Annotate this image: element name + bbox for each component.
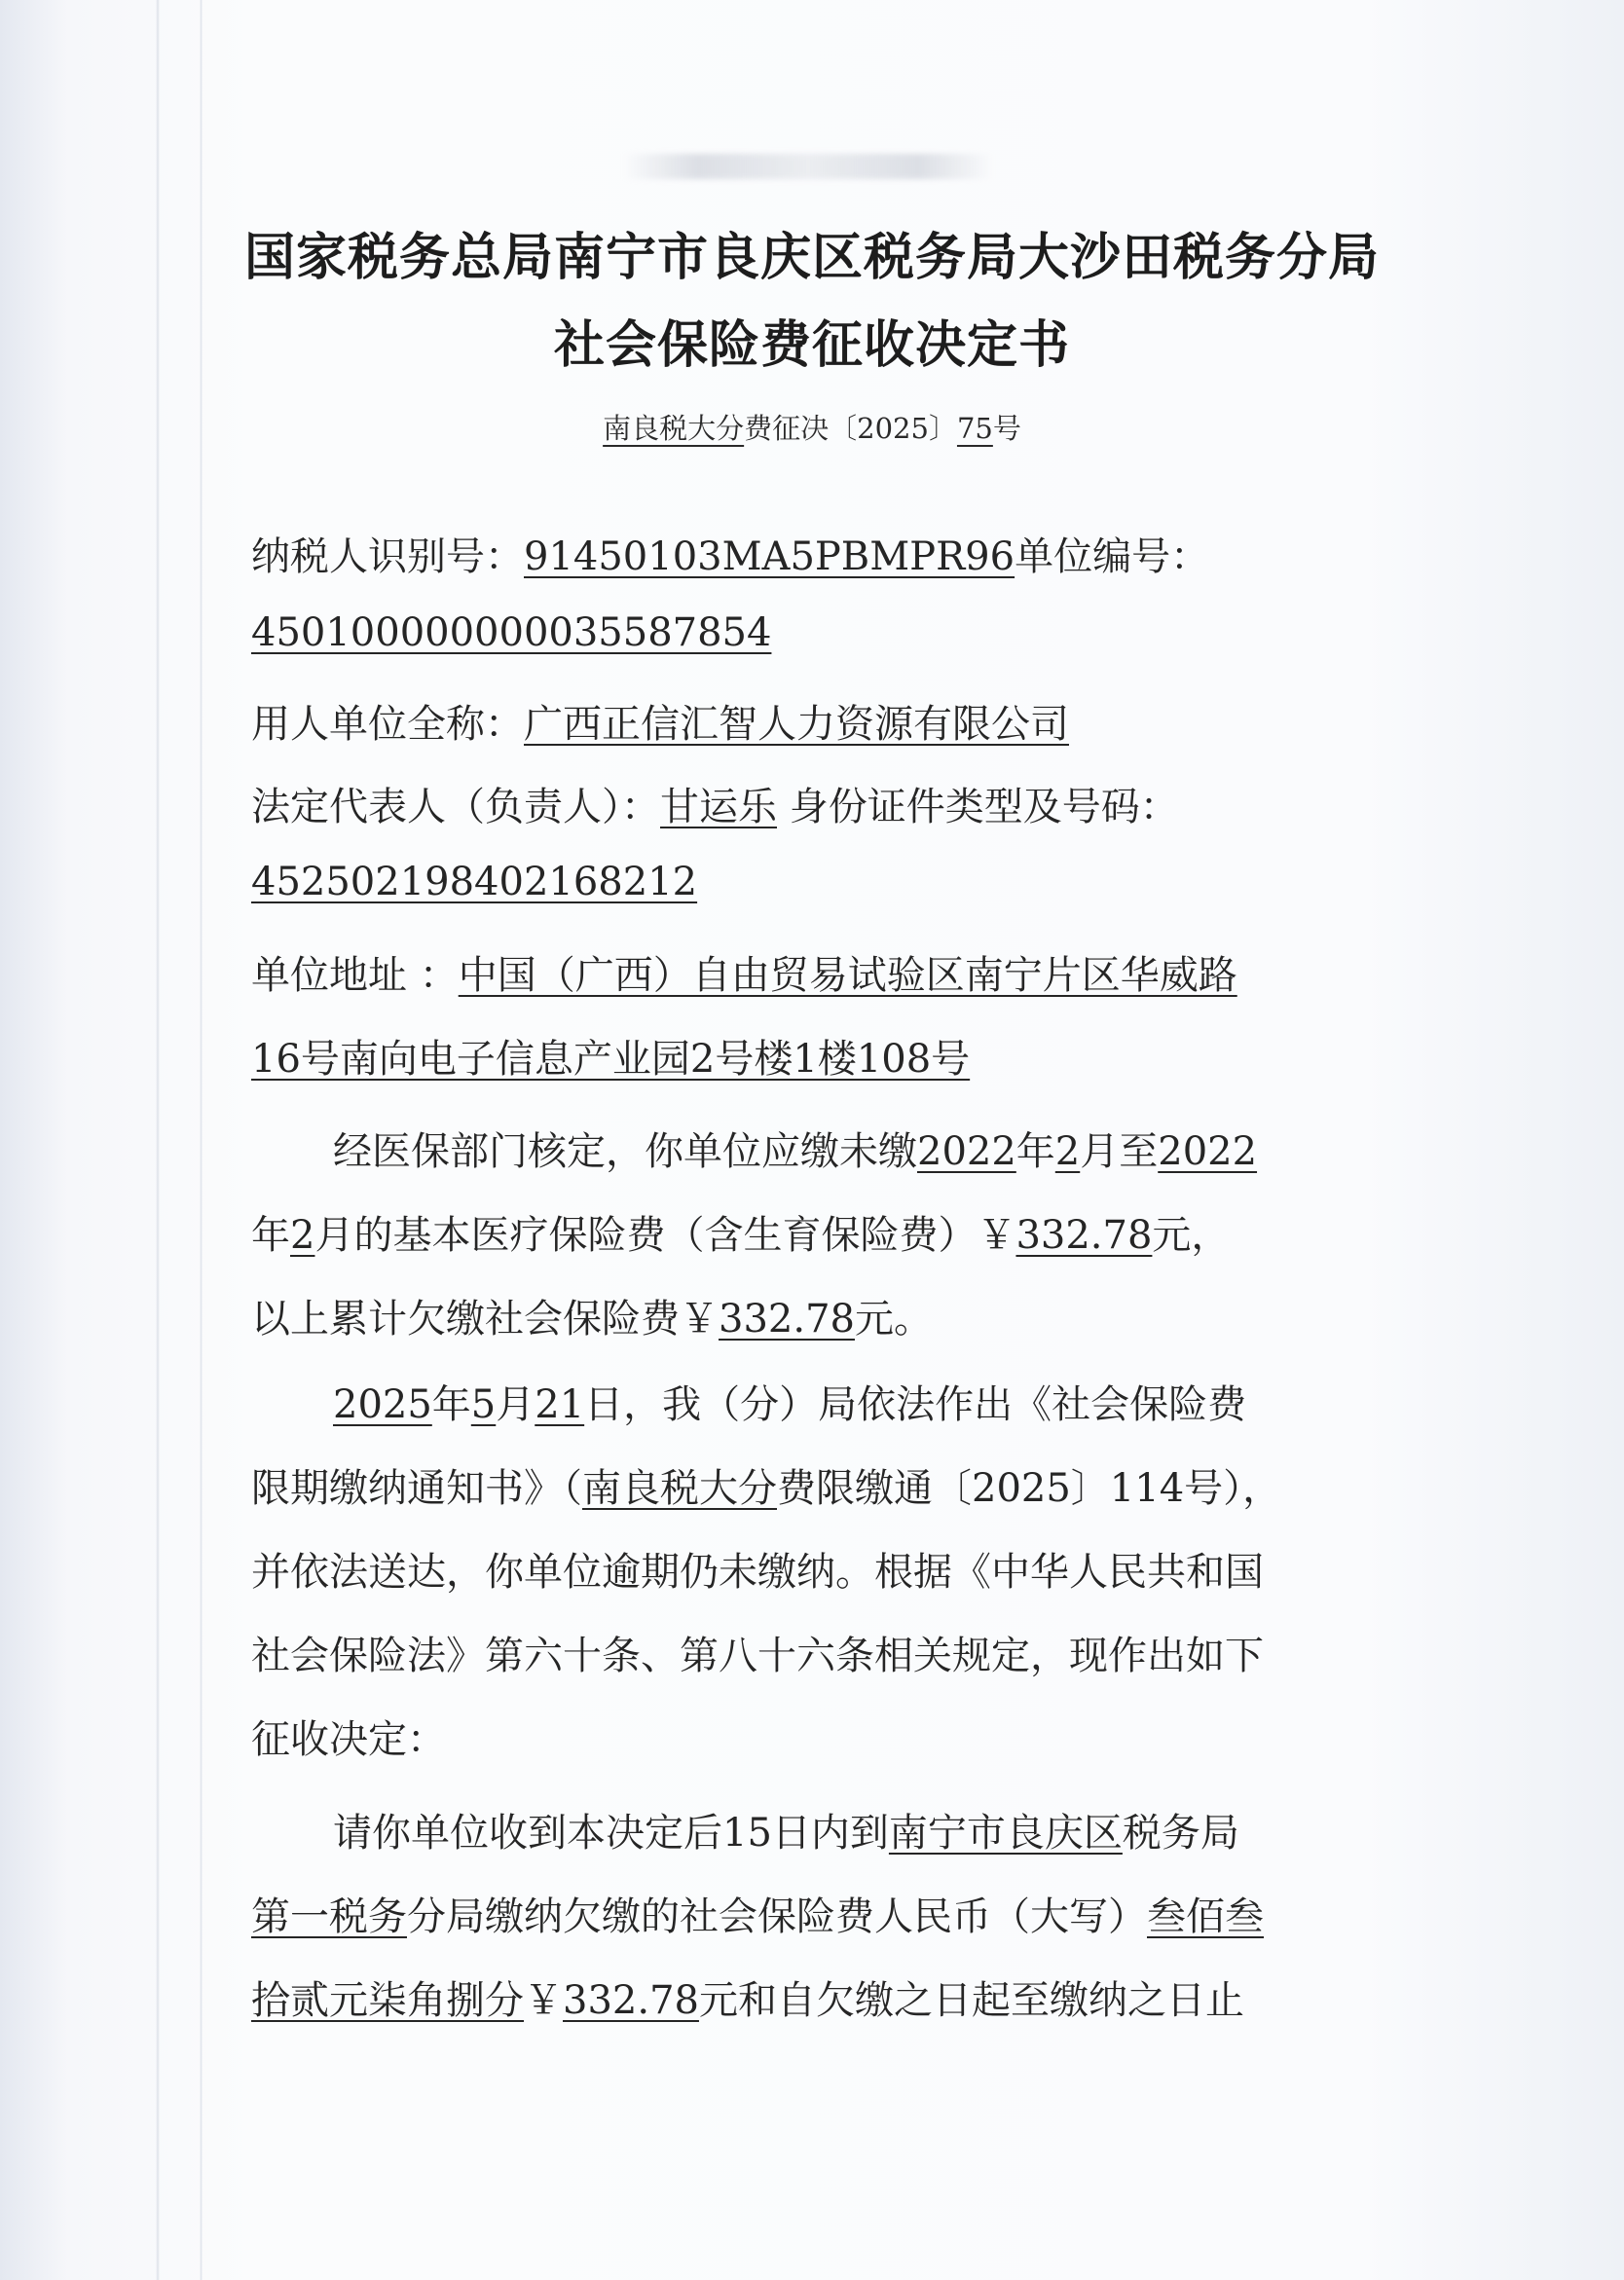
address-value-part1: 中国（广西）自由贸易试验区南宁片区华威路 [458,953,1237,998]
document-number [0,407,1624,447]
para1-text: 月的基本医疗保险费（含生育保险费）￥ [314,1213,1016,1258]
para2-text: 日，我（分）局依法作出《社会保险费 [584,1382,1247,1427]
para1-line2 [251,1204,1230,1260]
para2-line5 [251,1709,446,1764]
employer-name-label: 用人单位全称： [251,702,524,747]
para1-year1: 2022 [917,1129,1016,1174]
taxpayer-id-value: 91450103MA5PBMPR96 [524,534,1015,579]
para2-text: 社会保险法》第六十条、第八十六条相关规定，现作出如下 [251,1634,1264,1678]
para2-line3 [251,1541,1264,1597]
para3-text: 元和自欠缴之日起至缴纳之日止 [698,1978,1244,2023]
para3-bureau2: 第一税务 [251,1894,407,1939]
para1-text: 以上累计欠缴社会保险费￥ [251,1297,719,1342]
para1-text: 年 [1015,1129,1055,1174]
scan-smudge [623,154,993,179]
id-number-value: 452502198402168212 [251,860,698,904]
para3-amount-words-2: 拾贰元柒角捌分 [251,1978,524,2023]
para1-month1: 2 [1054,1129,1081,1174]
para3-bureau1: 南宁市良庆区 [888,1811,1123,1856]
para1-text: 年 [251,1213,290,1258]
para1-month2: 2 [290,1213,315,1258]
para1-text: 经医保部门核定，你单位应缴未缴 [333,1129,917,1174]
id-number-line [251,860,697,904]
para1-text: 元。 [854,1297,933,1342]
address-line1 [251,944,1237,1000]
address-label: 单位地址 ： [251,953,459,998]
para2-text: 并依法送达，你单位逾期仍未缴纳。根据《中华人民共和国 [251,1550,1264,1595]
para2-line2 [251,1457,1281,1513]
para2-line4 [251,1625,1264,1680]
document-title-line2: 社会保险费征收决定书 [553,316,1070,375]
doc-number-suffix: 号 [992,412,1021,445]
legal-rep-label: 法定代表人（负责人）： [251,785,660,829]
doc-number-mid: 费征决〔2025〕 [744,412,957,445]
para2-line1 [333,1374,1246,1429]
employer-name-line [251,693,1069,749]
para3-amount-words-1: 叁佰叁 [1147,1894,1264,1939]
para3-line1 [333,1802,1239,1857]
address-line2 [251,1028,970,1084]
address-value-part2: 16号南向电子信息产业园2号楼1楼108号 [251,1037,971,1082]
taxpayer-id-line [251,526,1209,581]
para2-text: 费限缴通〔2025〕114号）， [777,1466,1282,1511]
unit-code-value: 450100000000035587854 [251,610,772,655]
para2-text: 年 [431,1382,471,1427]
taxpayer-id-label: 纳税人识别号： [251,534,524,579]
para1-year2: 2022 [1158,1129,1258,1174]
para3-text: 分局缴纳欠缴的社会保险费人民币（大写） [407,1894,1147,1939]
doc-number-issuer: 南良税大分 [603,412,745,445]
para2-year: 2025 [333,1382,432,1427]
doc-number-num: 75 [956,412,993,445]
para2-month: 5 [470,1382,497,1427]
unit-code-label: 单位编号： [1015,534,1210,579]
para1-amount1: 332.78 [1015,1213,1153,1258]
para1-amount2: 332.78 [719,1297,855,1342]
unit-code-line [251,610,771,655]
para3-amount: 332.78 [563,1978,699,2023]
para3-line2 [251,1886,1264,1941]
para2-day: 21 [535,1382,585,1427]
para3-line3 [251,1969,1244,2025]
para2-text: 限期缴纳通知书》（ [251,1466,582,1511]
para1-text: 月至 [1080,1129,1159,1174]
para2-issuer: 南良税大分 [582,1466,777,1511]
legal-rep-value: 甘运乐 [660,785,777,829]
para2-text: 月 [496,1382,535,1427]
para1-text: 元， [1152,1213,1231,1258]
para3-text: ￥ [524,1978,563,2023]
para3-text: 请你单位收到本决定后15日内到 [333,1811,889,1856]
para1-line1 [333,1121,1257,1176]
employer-name-value: 广西正信汇智人力资源有限公司 [524,702,1069,747]
para2-text: 征收决定： [251,1717,446,1762]
legal-rep-line [251,776,1179,831]
para3-text: 税务局 [1122,1811,1239,1856]
para1-line3 [251,1288,933,1343]
document-title-line1: 国家税务总局南宁市良庆区税务局大沙田税务分局 [243,229,1380,287]
id-type-label: 身份证件类型及号码： [789,785,1179,829]
